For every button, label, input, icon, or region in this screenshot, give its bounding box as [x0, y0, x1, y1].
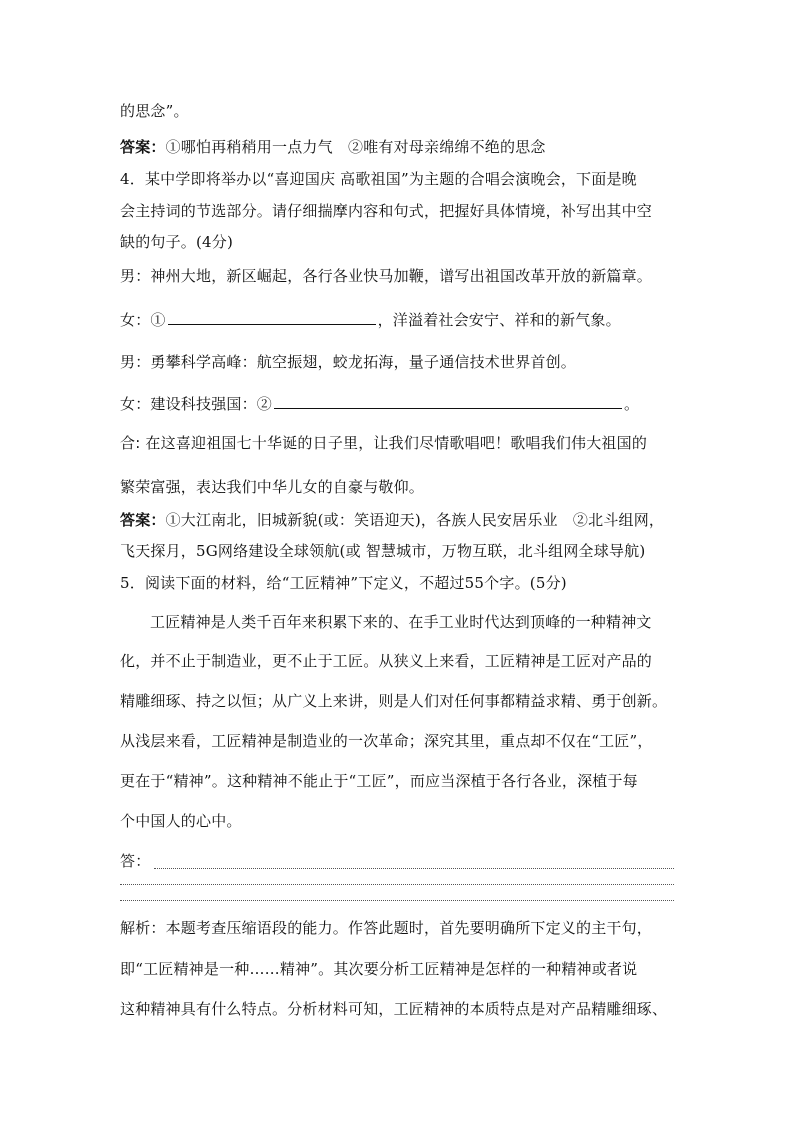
answer-text: ①哪怕再稍稍用一点力气 ②唯有对母亲绵绵不绝的思念	[165, 138, 546, 156]
female-1-suffix: ，洋溢着社会安宁、祥和的新气象。	[377, 311, 621, 329]
answer-dotted-line-3	[120, 900, 674, 901]
dialogue-male-1: 男：神州大地，新区崛起，各行各业快马加鞭，谱写出祖国改革开放的新篇章。	[120, 267, 653, 285]
answer-4-line-2: 飞天探月，5G网络建设全球领航(或 智慧城市，万物互联，北斗组网全球导航)	[120, 542, 646, 560]
dialogue-chorus-2: 繁荣富强，表达我们中华儿女的自豪与敬仰。	[120, 478, 425, 496]
female-1-prefix: 女：①	[120, 311, 166, 329]
dialogue-male-2: 男：勇攀科学高峰：航空振翅，蛟龙拓海，量子通信技术世界首创。	[120, 353, 577, 371]
dialogue-female-2	[120, 394, 639, 414]
fill-blank-2	[274, 394, 622, 409]
passage-line-4: 从浅层来看，工匠精神是制造业的一次革命；深究其里，重点却不仅在“工匠”，	[120, 732, 653, 750]
answer-dotted-line-1	[154, 868, 674, 869]
passage-line-6: 个中国人的心中。	[120, 812, 242, 830]
analysis-line-2: 即“工匠精神是一种……精神”。其次要分析工匠精神是怎样的一种精神或者说	[120, 960, 638, 978]
passage-line-1: 工匠精神是人类千百年来积累下来的、在手工业时代达到顶峰的一种精神文	[150, 613, 652, 631]
question-4-line-1: 4．某中学即将举办以“喜迎国庆 高歌祖国”为主题的合唱会演晚会，下面是晚	[120, 170, 637, 188]
dialogue-female-1	[120, 310, 621, 330]
analysis-line-3: 这种精神具有什么特点。分析材料可知，工匠精神的本质特点是对产品精雕细琢、	[120, 1000, 668, 1018]
fill-blank-1	[168, 310, 376, 325]
analysis-line-1: 解析：本题考查压缩语段的能力。作答此题时，首先要明确所下定义的主干句，	[120, 919, 653, 937]
passage-line-3: 精雕细琢、持之以恒；从广义上来讲，则是人们对任何事都精益求精、勇于创新。	[120, 692, 668, 710]
passage-line-2: 化，并不止于制造业，更不止于工匠。从狭义上来看，工匠精神是工匠对产品的	[120, 652, 653, 670]
answer-4-text: ①大江南北，旧城新貌(或：笑语迎天)，各族人民安居乐业 ②北斗组网，	[165, 511, 665, 529]
answer-label: 答案：	[120, 138, 166, 156]
female-2-prefix: 女：建设科技强国：②	[120, 395, 273, 413]
question-5: 5．阅读下面的材料，给“工匠精神”下定义，不超过55个字。(5分)	[120, 574, 567, 592]
female-2-suffix: 。	[624, 395, 640, 413]
text-line: 的思念”。	[120, 102, 189, 120]
dialogue-chorus-1: 合: 在这喜迎祖国七十华诞的日子里，让我们尽情歌唱吧！歌唱我们伟大祖国的	[120, 434, 648, 452]
passage-line-5: 更在于“精神”。这种精神不能止于“工匠”，而应当深植于各行各业，深植于每	[120, 772, 638, 790]
question-4-line-3: 缺的句子。(4分)	[120, 233, 234, 251]
answer-line	[120, 137, 546, 157]
answer-prompt: 答：	[120, 852, 151, 870]
answer-4-line-1	[120, 510, 664, 530]
answer-dotted-line-2	[120, 884, 674, 885]
answer-label: 答案：	[120, 511, 166, 529]
question-4-line-2: 会主持词的节选部分。请仔细揣摩内容和句式，把握好具体情境，补写出其中空	[120, 202, 653, 220]
